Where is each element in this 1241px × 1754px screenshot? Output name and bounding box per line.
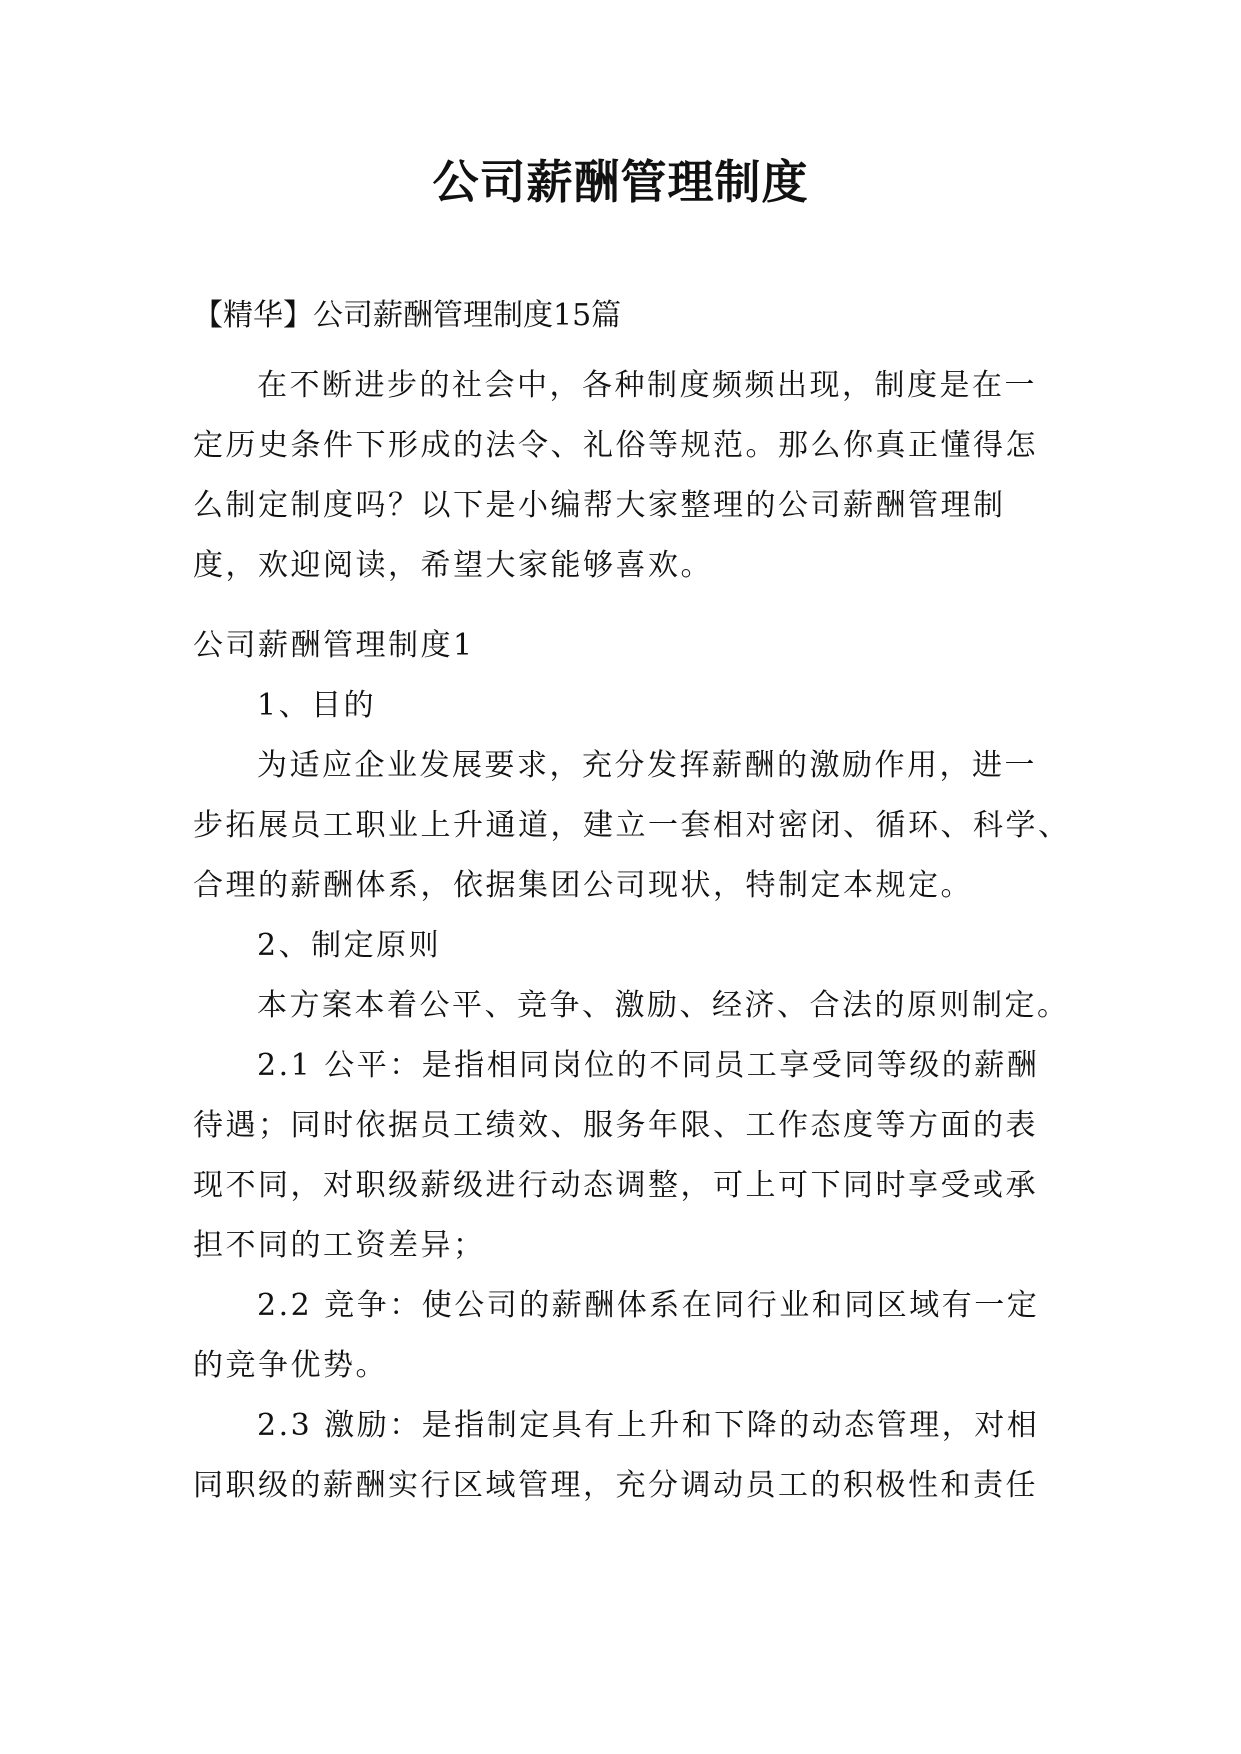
intro-paragraph: [193, 356, 1055, 596]
section-line: 现不同，对职级薪级进行动态调整，可上可下同时享受或承: [193, 1168, 1038, 1203]
section-line: 为适应企业发展要求，充分发挥薪酬的激励作用，进一: [257, 748, 1037, 783]
section-heading: 公司薪酬管理制度1: [193, 628, 475, 663]
section-item-heading: 2、制定原则: [257, 928, 442, 963]
document-subtitle: 【精华】公司薪酬管理制度15篇: [193, 298, 622, 333]
section-line: 2.1 公平：是指相同岗位的不同员工享受同等级的薪酬: [257, 1048, 1040, 1083]
document-title: 公司薪酬管理制度: [432, 155, 809, 209]
intro-line: 么制定制度吗？以下是小编帮大家整理的公司薪酬管理制: [193, 488, 1006, 523]
intro-line: 度，欢迎阅读，希望大家能够喜欢。: [193, 548, 713, 583]
intro-line: 在不断进步的社会中，各种制度频频出现，制度是在一: [257, 368, 1037, 403]
section-line: 步拓展员工职业上升通道，建立一套相对密闭、循环、科学、: [193, 808, 1071, 843]
section-line: 本方案本着公平、竞争、激励、经济、合法的原则制定。: [257, 988, 1070, 1023]
section-line: 2.3 激励：是指制定具有上升和下降的动态管理，对相: [257, 1408, 1040, 1443]
section-line: 同职级的薪酬实行区域管理，充分调动员工的积极性和责任: [193, 1468, 1038, 1503]
section-line: 担不同的工资差异；: [193, 1228, 486, 1263]
section-line: 的竞争优势。: [193, 1348, 388, 1383]
intro-line: 定历史条件下形成的法令、礼俗等规范。那么你真正懂得怎: [193, 428, 1038, 463]
section-1: [193, 616, 1071, 1516]
section-line: 合理的薪酬体系，依据集团公司现状，特制定本规定。: [193, 868, 973, 903]
section-line: 2.2 竞争：使公司的薪酬体系在同行业和同区域有一定: [257, 1288, 1040, 1323]
section-item-heading: 1、目的: [257, 688, 377, 723]
section-line: 待遇；同时依据员工绩效、服务年限、工作态度等方面的表: [193, 1108, 1038, 1143]
